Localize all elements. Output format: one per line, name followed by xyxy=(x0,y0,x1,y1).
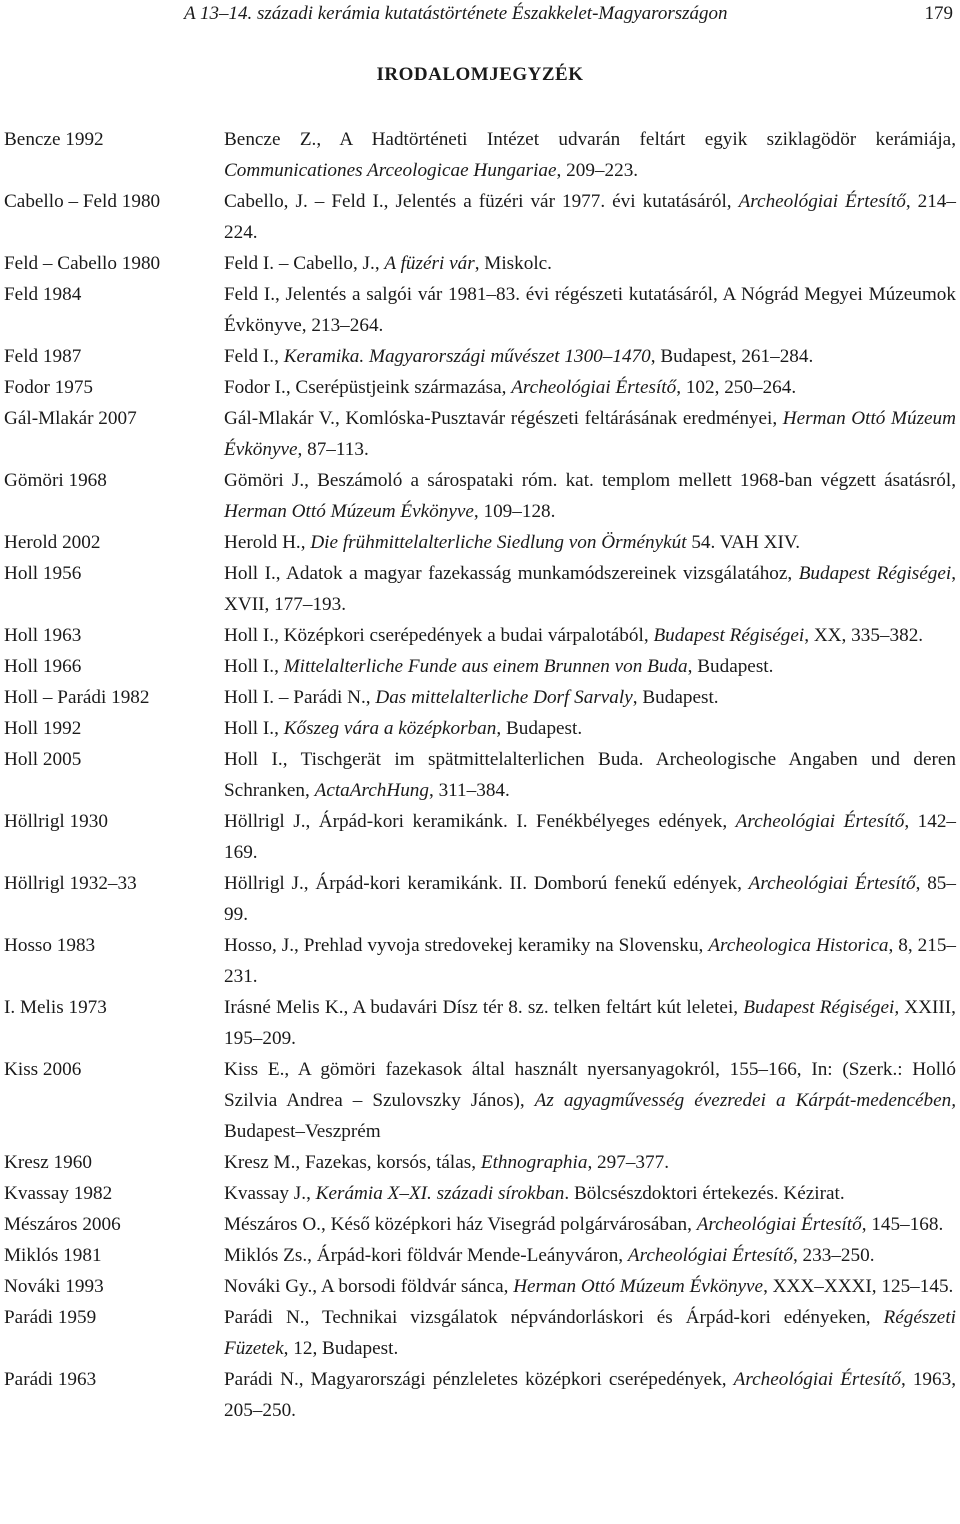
citation-key: Kiss 2006 xyxy=(4,1059,82,1080)
reference-text xyxy=(224,1364,956,1426)
reference-italic-segment: Archeologica Historica xyxy=(708,935,889,956)
bibliography-entry xyxy=(4,186,956,248)
reference-italic-segment: ActaArchHung xyxy=(314,780,429,801)
running-title: A 13–14. századi kerámia kutatástörténete Északkelet-Magyarországon xyxy=(184,3,728,24)
reference-segment: Holl I., Tischgerät im spätmittelalterlichen Buda. Archeologische Angaben und deren Schranken, xyxy=(224,749,956,801)
citation-key: Kresz 1960 xyxy=(4,1152,92,1173)
reference-text xyxy=(224,682,956,713)
bibliography-entry xyxy=(4,1178,956,1209)
reference-italic-segment: Budapest Régiségei, xyxy=(743,997,900,1018)
reference-segment: , 311–384. xyxy=(428,780,510,801)
reference-italic-segment: Archeológiai Értesítő xyxy=(696,1214,862,1235)
page-number: 179 xyxy=(924,3,953,24)
reference-segment: Irásné Melis K., A budavári Dísz tér 8. sz. telken feltárt kút leletei, xyxy=(224,997,744,1018)
reference-segment: , 12, Budapest. xyxy=(283,1338,399,1359)
reference-italic-segment: Archeológiai Értesítő xyxy=(511,377,677,398)
reference-italic-segment: Archeológiai Értesítő xyxy=(733,1369,901,1390)
citation-key: Feld 1987 xyxy=(4,346,82,367)
citation-key: Cabello – Feld 1980 xyxy=(4,191,161,212)
bibliography-entry xyxy=(4,651,956,682)
reference-italic-segment: Mittelalterliche Funde aus einem Brunnen von Buda xyxy=(283,656,688,677)
reference-segment: , XX, 335–382. xyxy=(804,625,924,646)
reference-italic-segment: Die frühmittelalterliche Siedlung von Örménykút xyxy=(310,532,687,553)
reference-segment: Höllrigl J., Árpád-kori keramikánk. I. Fenékbélyeges edények, xyxy=(224,811,736,832)
reference-text xyxy=(224,1209,956,1240)
citation-key: Herold 2002 xyxy=(4,532,101,553)
bibliography-entry xyxy=(4,1302,956,1364)
reference-segment: Holl I., xyxy=(224,656,284,677)
reference-segment: Holl I., xyxy=(224,718,284,739)
reference-segment: Kiss E., A gömöri fazekasok által használt nyersanyagokról, 155–166, In: (Szerk.: Holló Szilvia Andrea – Szulovszky János), xyxy=(224,1059,956,1111)
reference-italic-segment: Archeológiai Értesítő xyxy=(627,1245,793,1266)
reference-text xyxy=(224,279,956,341)
citation-key: Holl – Parádi 1982 xyxy=(4,687,150,708)
reference-text xyxy=(224,930,956,992)
reference-italic-segment: Ethnographia xyxy=(480,1152,588,1173)
reference-segment: Mészáros O., Késő középkori ház Visegrád polgárvárosában, xyxy=(224,1214,697,1235)
bibliography-entry xyxy=(4,124,956,186)
bibliography-entry xyxy=(4,465,956,527)
reference-segment: . Bölcsészdoktori értekezés. Kézirat. xyxy=(564,1183,845,1204)
reference-italic-segment: Das mittelalterliche Dorf Sarvaly xyxy=(375,687,633,708)
reference-italic-segment: Budapest Régiségei xyxy=(798,563,952,584)
citation-key: I. Melis 1973 xyxy=(4,997,107,1018)
reference-segment: , 145–168. xyxy=(861,1214,944,1235)
reference-segment: , Budapest, 261–284. xyxy=(650,346,814,367)
bibliography-entry xyxy=(4,868,956,930)
bibliography-entry xyxy=(4,930,956,992)
reference-segment: Fodor I., Cserépüstjeink származása, xyxy=(224,377,512,398)
reference-italic-segment: Herman Ottó Múzeum Évkönyve xyxy=(224,501,474,522)
citation-key: Holl 1956 xyxy=(4,563,82,584)
reference-italic-segment: Communicationes Arceologicae Hungariae xyxy=(224,160,557,181)
citation-key: Höllrigl 1930 xyxy=(4,811,108,832)
reference-segment: , 233–250. xyxy=(792,1245,875,1266)
reference-text xyxy=(224,620,956,651)
bibliography-entry xyxy=(4,403,956,465)
reference-segment: Hosso, J., Prehlad vyvoja stredovekej keramiky na Slovensku, xyxy=(224,935,709,956)
reference-segment: Holl I., Adatok a magyar fazekasság munkamódszereinek vizsgálatához, xyxy=(224,563,799,584)
citation-key: Bencze 1992 xyxy=(4,129,104,150)
bibliography-entry xyxy=(4,1147,956,1178)
reference-italic-segment: Kőszeg vára a középkorban xyxy=(283,718,497,739)
reference-segment: , 87–113. xyxy=(297,439,369,460)
citation-key: Hosso 1983 xyxy=(4,935,96,956)
citation-key: Mészáros 2006 xyxy=(4,1214,121,1235)
reference-text xyxy=(224,1147,956,1178)
bibliography-entry xyxy=(4,248,956,279)
reference-text xyxy=(224,124,956,186)
reference-segment: , 85–99. xyxy=(224,873,956,925)
bibliography-entry xyxy=(4,341,956,372)
bibliography-entry xyxy=(4,1240,956,1271)
bibliography-entry xyxy=(4,620,956,651)
reference-segment: Gömöri J., Beszámoló a sárospataki róm. kat. templom mellett 1968-ban végzett ásatásról, xyxy=(224,470,956,491)
reference-italic-segment: Archeológiai Értesítő xyxy=(748,873,916,894)
reference-segment: Feld I., xyxy=(224,346,284,367)
reference-italic-segment: Régészeti Füzetek xyxy=(224,1307,956,1359)
reference-text xyxy=(224,527,956,558)
citation-key: Miklós 1981 xyxy=(4,1245,102,1266)
reference-text xyxy=(224,992,956,1054)
reference-segment: , Budapest. xyxy=(632,687,719,708)
reference-text xyxy=(224,341,956,372)
reference-italic-segment: Herman Ottó Múzeum Évkönyve xyxy=(513,1276,764,1297)
reference-segment: , 102, 250–264. xyxy=(676,377,797,398)
reference-segment: Parádi N., Magyarországi pénzleletes középkori cserépedények, xyxy=(224,1369,734,1390)
reference-segment: Miklós Zs., Árpád-kori földvár Mende-Leányváron, xyxy=(224,1245,628,1266)
reference-text xyxy=(224,651,956,682)
citation-key: Gál-Mlakár 2007 xyxy=(4,408,137,429)
running-header xyxy=(0,0,960,30)
citation-key: Holl 1992 xyxy=(4,718,82,739)
reference-segment: 54. VAH XIV. xyxy=(686,532,801,553)
reference-segment: , 142–169. xyxy=(224,811,957,863)
reference-italic-segment: A füzéri vár xyxy=(384,253,475,274)
reference-segment: Nováki Gy., A borsodi földvár sánca, xyxy=(224,1276,514,1297)
reference-text xyxy=(224,1271,956,1302)
reference-segment: , XVII, 177–193. xyxy=(224,563,957,615)
bibliography-entry xyxy=(4,1271,956,1302)
reference-segment: , 209–223. xyxy=(556,160,639,181)
citation-key: Feld – Cabello 1980 xyxy=(4,253,161,274)
reference-segment: , 1963, 205–250. xyxy=(224,1369,957,1421)
reference-segment: Gál-Mlakár V., Komlóska-Pusztavár régészeti feltárásának eredményei, xyxy=(224,408,783,429)
citation-key: Feld 1984 xyxy=(4,284,82,305)
citation-key: Holl 2005 xyxy=(4,749,82,770)
reference-segment: , Miskolc. xyxy=(474,253,552,274)
reference-text xyxy=(224,248,956,279)
reference-text xyxy=(224,1302,956,1364)
reference-italic-segment: Az agyagművesség évezredei a Kárpát-medencében, xyxy=(534,1090,956,1111)
reference-segment: Feld I. – Cabello, J., xyxy=(224,253,385,274)
reference-text xyxy=(224,868,956,930)
bibliography-entry xyxy=(4,992,956,1054)
reference-segment: , Budapest. xyxy=(687,656,774,677)
reference-segment: , 297–377. xyxy=(587,1152,669,1173)
reference-segment: Kresz M., Fazekas, korsós, tálas, xyxy=(224,1152,481,1173)
reference-segment: , 109–128. xyxy=(473,501,556,522)
citation-key: Holl 1963 xyxy=(4,625,82,646)
reference-text xyxy=(224,1240,956,1271)
reference-segment: Feld I., Jelentés a salgói vár 1981–83. évi régészeti kutatásáról, A Nógrád Megyei Múzeumok Évkönyve, 213–264. xyxy=(224,284,956,336)
citation-key: Parádi 1963 xyxy=(4,1369,97,1390)
reference-text xyxy=(224,713,956,744)
citation-key: Gömöri 1968 xyxy=(4,470,107,491)
section-title: IRODALOMJEGYZÉK xyxy=(376,64,584,85)
reference-text xyxy=(224,372,956,403)
bibliography-entry xyxy=(4,713,956,744)
bibliography-entry xyxy=(4,279,956,341)
reference-text xyxy=(224,1178,956,1209)
reference-segment: Höllrigl J., Árpád-kori keramikánk. II. Domború fenekű edények, xyxy=(224,873,749,894)
citation-key: Holl 1966 xyxy=(4,656,82,677)
reference-segment: Holl I., Középkori cserépedények a budai várpalotából, xyxy=(224,625,654,646)
reference-segment: , 8, 215–231. xyxy=(224,935,957,987)
citation-key: Kvassay 1982 xyxy=(4,1183,113,1204)
reference-italic-segment: Keramika. Magyarországi művészet 1300–1470 xyxy=(283,346,651,367)
bibliography-entry xyxy=(4,1054,956,1147)
bibliography-entry xyxy=(4,1364,956,1426)
citation-key: Fodor 1975 xyxy=(4,377,94,398)
reference-segment: , 214–224. xyxy=(224,191,956,243)
reference-italic-segment: Kerámia X–XI. századi sírokban xyxy=(315,1183,565,1204)
reference-segment: Kvassay J., xyxy=(224,1183,316,1204)
reference-segment: Budapest–Veszprém xyxy=(224,1121,381,1142)
reference-text xyxy=(224,744,956,806)
bibliography-entry xyxy=(4,744,956,806)
reference-italic-segment: Budapest Régiségei xyxy=(653,625,805,646)
bibliography-entry xyxy=(4,558,956,620)
reference-italic-segment: Herman Ottó Múzeum Évkönyve xyxy=(224,408,956,460)
reference-text xyxy=(224,403,956,465)
reference-italic-segment: Archeológiai Értesítő xyxy=(738,191,906,212)
reference-segment: Bencze Z., A Hadtörténeti Intézet udvarán feltárt egyik sziklagödör kerámiája, xyxy=(224,129,956,150)
reference-segment: Parádi N., Technikai vizsgálatok népvándorláskori és Árpád-kori edényeken, xyxy=(224,1307,884,1328)
reference-segment: , Budapest. xyxy=(496,718,583,739)
bibliography-entry xyxy=(4,806,956,868)
reference-text xyxy=(224,1054,956,1147)
citation-key: Parádi 1959 xyxy=(4,1307,97,1328)
reference-italic-segment: Archeológiai Értesítő xyxy=(735,811,905,832)
reference-segment: Cabello, J. – Feld I., Jelentés a füzéri vár 1977. évi kutatásáról, xyxy=(224,191,739,212)
bibliography-list xyxy=(4,124,956,1426)
reference-segment: XXIII, 195–209. xyxy=(224,997,956,1049)
reference-text xyxy=(224,465,956,527)
reference-text xyxy=(224,186,956,248)
bibliography-entry xyxy=(4,682,956,713)
reference-segment: Herold H., xyxy=(224,532,311,553)
reference-text xyxy=(224,558,956,620)
citation-key: Nováki 1993 xyxy=(4,1276,104,1297)
bibliography-entry xyxy=(4,527,956,558)
reference-segment: Holl I. – Parádi N., xyxy=(224,687,376,708)
reference-segment: , XXX–XXXI, 125–145. xyxy=(763,1276,954,1297)
bibliography-entry xyxy=(4,1209,956,1240)
reference-text xyxy=(224,806,956,868)
citation-key: Höllrigl 1932–33 xyxy=(4,873,137,894)
bibliography-entry xyxy=(4,372,956,403)
